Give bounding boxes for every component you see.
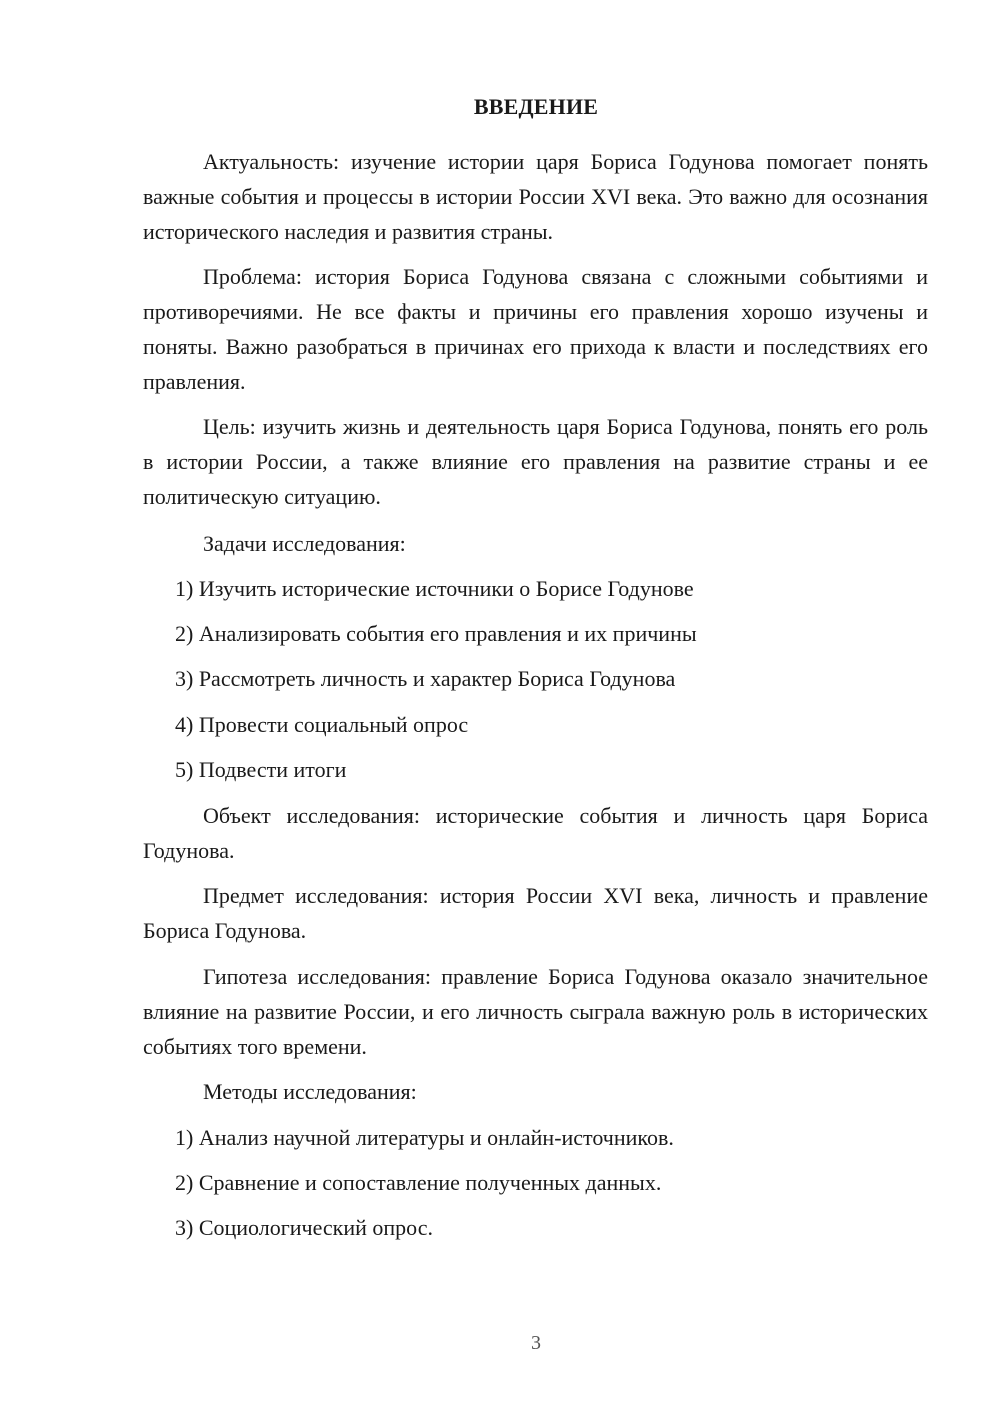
object-paragraph: Объект исследования: исторические события и личность царя Бориса Годунова. xyxy=(143,803,928,863)
task-item: 5) Подвести итоги xyxy=(175,757,347,782)
task-item: 2) Анализировать события его правления и их причины xyxy=(175,621,697,646)
relevance-paragraph: Актуальность: изучение истории царя Бориса Годунова помогает понять важные события и процессы в истории России XVI века. Это важно для осознания исторического наследия и развития страны. xyxy=(143,149,928,244)
hypothesis-paragraph: Гипотеза исследования: правление Бориса Годунова оказало значительное влияние на развитие России, и его личность сыграла важную роль в исторических событиях того времени. xyxy=(143,964,928,1059)
goal-paragraph: Цель: изучить жизнь и деятельность царя Бориса Годунова, понять его роль в истории России, а также влияние его правления на развитие страны и ее политическую ситуацию. xyxy=(143,414,928,509)
tasks-title: Задачи исследования: xyxy=(203,531,406,556)
method-item: 3) Социологический опрос. xyxy=(175,1215,433,1240)
task-item: 3) Рассмотреть личность и характер Бориса Годунова xyxy=(175,666,676,691)
page-title: ВВЕДЕНИЕ xyxy=(473,94,599,119)
methods-title: Методы исследования: xyxy=(203,1079,417,1104)
task-item: 4) Провести социальный опрос xyxy=(175,712,469,737)
problem-paragraph: Проблема: история Бориса Годунова связана с сложными событиями и противоречиями. Не все факты и причины его правления хорошо изучены и поняты. Важно разобраться в причинах его прихода к власти и последствиях его правления. xyxy=(143,264,928,394)
method-item: 1) Анализ научной литературы и онлайн-источников. xyxy=(175,1125,674,1150)
page-number: 3 xyxy=(531,1332,541,1354)
method-item: 2) Сравнение и сопоставление полученных данных. xyxy=(175,1170,662,1195)
subject-paragraph: Предмет исследования: история России XVI века, личность и правление Бориса Годунова. xyxy=(143,883,928,943)
task-item: 1) Изучить исторические источники о Борисе Годунове xyxy=(175,576,694,601)
